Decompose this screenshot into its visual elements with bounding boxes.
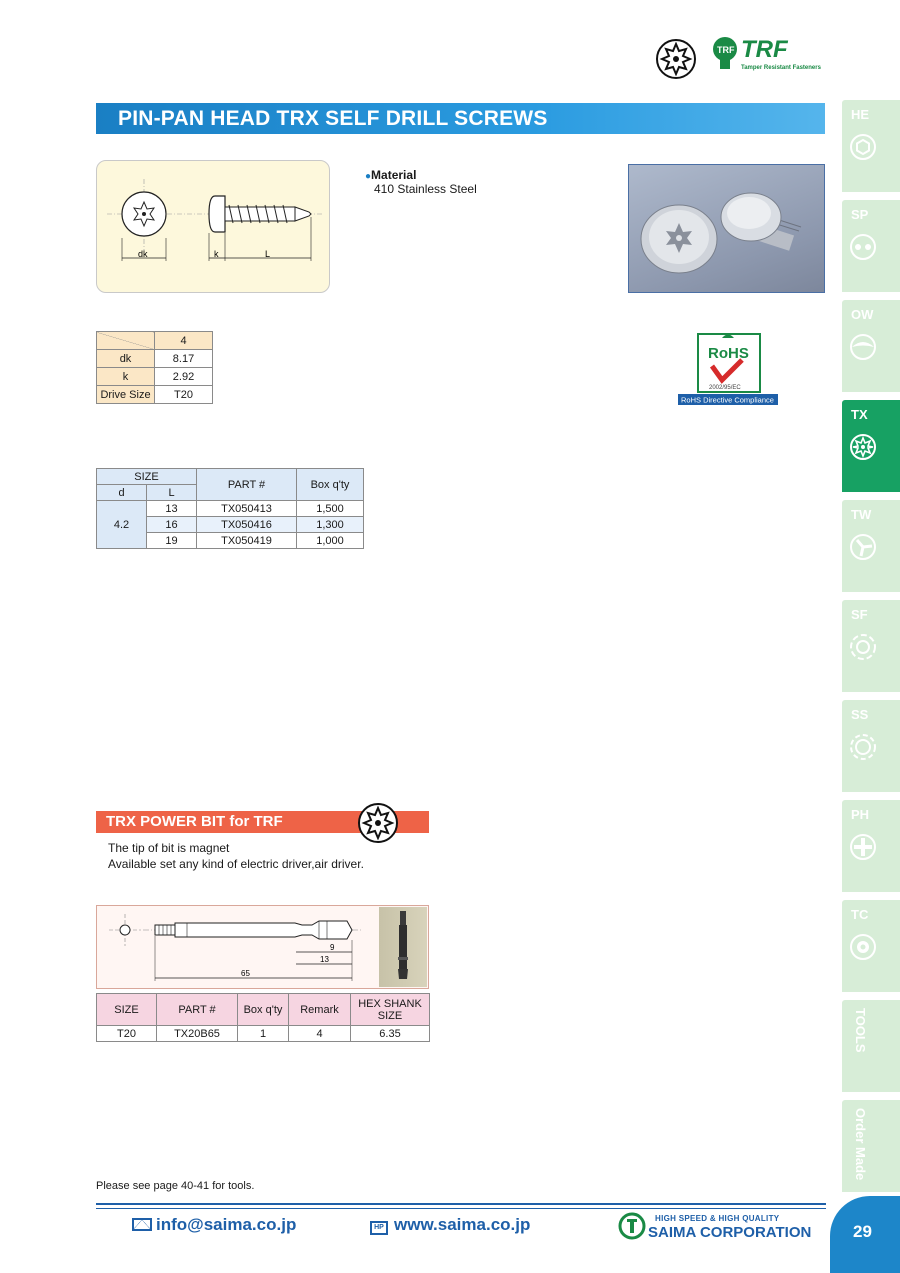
dim-65-label: 65 <box>241 969 250 978</box>
web-text: www.saima.co.jp <box>394 1215 531 1234</box>
cell: TX20B65 <box>157 1026 238 1042</box>
part-number: TX050416 <box>197 517 297 533</box>
tab-label: PH <box>851 807 870 822</box>
material-info <box>365 168 477 196</box>
dk-label: dk <box>138 249 148 259</box>
torq-icon <box>848 932 878 962</box>
tab-sf[interactable] <box>842 600 900 692</box>
tri-wing-icon <box>848 532 878 562</box>
row-value: 2.92 <box>155 368 213 386</box>
trf-logo <box>708 36 826 72</box>
email-link[interactable] <box>132 1215 296 1235</box>
material-value: 410 Stainless Steel <box>374 182 477 196</box>
power-bit-title: TRX POWER BIT for TRF <box>106 813 283 830</box>
l-value: 13 <box>147 501 197 517</box>
table-header-row <box>97 469 364 485</box>
size-header: SIZE <box>97 469 197 485</box>
size-header-cell: 4 <box>155 332 213 350</box>
page-number: 29 <box>853 1222 872 1241</box>
cell: 4 <box>289 1026 351 1042</box>
box-qty: 1,300 <box>297 517 364 533</box>
screw-diagram <box>96 160 330 293</box>
phillips-icon <box>848 832 878 862</box>
table-header-row <box>97 994 430 1026</box>
tab-order-made[interactable] <box>842 1100 900 1192</box>
trf-tagline: Tamper Resistant Fasteners <box>741 65 821 71</box>
box-qty-header: Box q'ty <box>297 469 364 501</box>
row-label: k <box>97 368 155 386</box>
email-text: info@saima.co.jp <box>156 1215 297 1234</box>
row-label: dk <box>97 350 155 368</box>
rohs-text: RoHS <box>708 345 749 362</box>
company-name: SAIMA CORPORATION <box>648 1224 812 1241</box>
svg-text:TRF: TRF <box>717 45 735 55</box>
box-qty: 1,000 <box>297 533 364 549</box>
table-row <box>97 368 213 386</box>
spanner-icon <box>848 232 878 262</box>
footer-divider <box>96 1208 826 1209</box>
note-line: Available set any kind of electric driver,air driver. <box>108 857 364 871</box>
hex-socket-icon <box>848 132 878 162</box>
l-value: 19 <box>147 533 197 549</box>
col-header: SIZE <box>97 994 157 1026</box>
tab-tools[interactable] <box>842 1000 900 1092</box>
rohs-code: 2002/95/EC <box>709 385 741 391</box>
box-qty: 1,500 <box>297 501 364 517</box>
torx-pin-bit-icon <box>357 802 399 844</box>
col-header: Box q'ty <box>238 994 289 1026</box>
tab-sp[interactable] <box>842 200 900 292</box>
screw-photo <box>628 164 825 293</box>
tab-label: TW <box>851 507 872 522</box>
footer-divider <box>96 1203 826 1205</box>
cell: T20 <box>97 1026 157 1042</box>
diagonal-header-cell <box>97 332 155 350</box>
tab-ss[interactable] <box>842 700 900 792</box>
table-row <box>97 332 213 350</box>
rohs-badge <box>678 330 778 406</box>
tab-label: TC <box>851 907 869 922</box>
tab-label: SF <box>851 607 868 622</box>
tab-label: OW <box>851 307 874 322</box>
power-bit-notes <box>108 840 364 872</box>
dimension-table <box>96 331 213 404</box>
k-label: k <box>214 249 219 259</box>
star-socket-icon <box>848 732 878 762</box>
table-row <box>97 386 213 404</box>
l-label: L <box>265 249 271 259</box>
row-label: Drive Size <box>97 386 155 404</box>
cell: 6.35 <box>351 1026 430 1042</box>
website-link[interactable] <box>370 1215 530 1236</box>
mail-icon <box>132 1218 152 1231</box>
part-header: PART # <box>197 469 297 501</box>
tab-ow[interactable] <box>842 300 900 392</box>
tab-label: TOOLS <box>853 1008 868 1053</box>
material-heading: Material <box>371 168 417 182</box>
note-line: The tip of bit is magnet <box>108 841 230 855</box>
torx-pin-symbol-icon <box>655 38 697 80</box>
tab-label: SS <box>851 707 869 722</box>
col-header: PART # <box>157 994 238 1026</box>
tab-ph[interactable] <box>842 800 900 892</box>
tab-tc[interactable] <box>842 900 900 992</box>
six-lobe-icon <box>848 632 878 662</box>
title-bar <box>96 103 825 134</box>
l-header: L <box>147 485 197 501</box>
row-value: 8.17 <box>155 350 213 368</box>
table-row <box>97 350 213 368</box>
tab-label: Order Made <box>853 1108 868 1181</box>
l-value: 16 <box>147 517 197 533</box>
dim-9-label: 9 <box>330 943 335 952</box>
tab-he[interactable] <box>842 100 900 192</box>
rohs-caption: RoHS Directive Compliance <box>681 395 774 405</box>
part-number: TX050413 <box>197 501 297 517</box>
tab-label: HE <box>851 107 870 122</box>
tab-label: TX <box>851 407 868 422</box>
part-number: TX050419 <box>197 533 297 549</box>
tab-label: SP <box>851 207 869 222</box>
torx-pin-icon <box>848 432 878 462</box>
table-row <box>97 1026 430 1042</box>
cell: 1 <box>238 1026 289 1042</box>
page-title: PIN-PAN HEAD TRX SELF DRILL SCREWS <box>118 107 548 130</box>
col-header: Remark <box>289 994 351 1026</box>
d-header: d <box>97 485 147 501</box>
part-number-table <box>96 468 364 549</box>
table-row <box>97 501 364 517</box>
one-way-icon <box>848 332 878 362</box>
homepage-icon: HP <box>370 1221 388 1235</box>
bit-photo <box>379 907 427 987</box>
power-bit-table <box>96 993 430 1042</box>
footnote: Please see page 40-41 for tools. <box>96 1180 255 1192</box>
d-value: 4.2 <box>97 501 147 549</box>
tab-tx[interactable] <box>842 400 900 492</box>
saima-logo-icon <box>618 1212 646 1240</box>
col-header: HEX SHANK SIZE <box>351 994 430 1026</box>
tab-tw[interactable] <box>842 500 900 592</box>
company-tagline: HIGH SPEED & HIGH QUALITY <box>655 1214 780 1223</box>
dim-13-label: 13 <box>320 955 329 964</box>
trf-text: TRF <box>741 36 788 63</box>
row-value: T20 <box>155 386 213 404</box>
bullet-icon: ● <box>365 171 372 182</box>
